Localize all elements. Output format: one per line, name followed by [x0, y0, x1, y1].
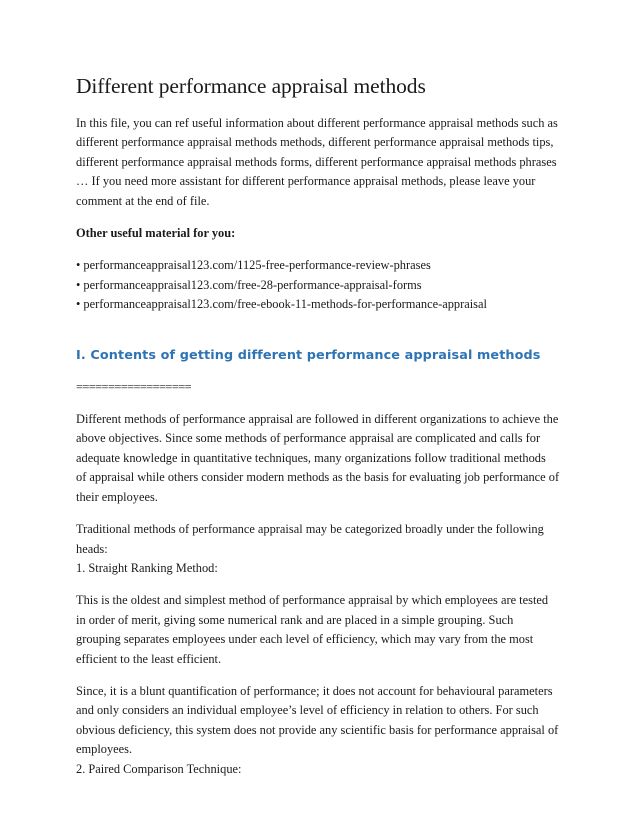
paragraph-line: above objectives. Since some methods of performance appraisal are complicated and calls for — [76, 431, 541, 446]
method-heading: 2. Paired Comparison Technique: — [76, 761, 242, 776]
useful-link-item[interactable]: • performanceappraisal123.com/free-28-performance-appraisal-forms — [76, 277, 422, 292]
intro-line: different performance appraisal methods forms, different performance appraisal methods phrases — [76, 154, 557, 169]
paragraph-line: and only considers an individual employee’s level of efficiency in relation to others. For such — [76, 703, 539, 718]
intro-line: comment at the end of file. — [76, 193, 210, 208]
paragraph-line: heads: — [76, 541, 108, 556]
paragraph-line: This is the oldest and simplest method of performance appraisal by which employees are tested — [76, 593, 549, 608]
paragraph-line: in order of merit, giving some numerical rank and are placed in a simple grouping. Such — [76, 612, 514, 627]
paragraph-line: Since, it is a blunt quantification of performance; it does not account for behavioural parameters — [76, 683, 553, 698]
document-title: Different performance appraisal methods — [76, 74, 426, 98]
useful-links-list — [76, 256, 566, 314]
paragraph-line: their employees. — [76, 489, 158, 504]
section-heading: I. Contents of getting different performance appraisal methods — [76, 347, 541, 363]
paragraph-line: efficient to the least efficient. — [76, 651, 222, 666]
paragraph-line: adequate knowledge in quantitative techniques, many organizations follow traditional methods — [76, 450, 546, 465]
paragraph-line: Different methods of performance appraisal are followed in different organizations to achieve the — [76, 412, 559, 427]
useful-link-item[interactable]: • performanceappraisal123.com/free-ebook-11-methods-for-performance-appraisal — [76, 297, 487, 312]
paragraph-line: obvious deficiency, this system does not provide any scientific basis for performance appraisal of — [76, 722, 559, 737]
paragraph-line: of appraisal while others consider modern methods as the basis for evaluating job performance of — [76, 470, 560, 485]
body-paragraph-traditional — [76, 520, 566, 578]
paragraph-line: grouping separates employees under each level of efficiency, which may vary from the most — [76, 632, 534, 647]
method-heading: 1. Straight Ranking Method: — [76, 560, 218, 575]
body-paragraph-methods — [76, 410, 566, 507]
intro-paragraph — [76, 114, 566, 211]
intro-line: In this file, you can ref useful information about different performance appraisal methods such as — [76, 116, 558, 130]
other-material-heading: Other useful material for you: — [76, 226, 236, 241]
intro-line: … If you need more assistant for different performance appraisal methods, please leave your — [76, 174, 536, 189]
paragraph-line: Traditional methods of performance appraisal may be categorized broadly under the following — [76, 522, 544, 537]
intro-line: different performance appraisal methods methods, different performance appraisal methods tips, — [76, 135, 554, 150]
body-paragraph-quantification — [76, 682, 566, 779]
body-paragraph-ranking — [76, 591, 566, 669]
useful-link-item[interactable]: • performanceappraisal123.com/1125-free-performance-review-phrases — [76, 258, 431, 273]
section-divider: ================== — [76, 379, 191, 394]
paragraph-line: employees. — [76, 742, 133, 757]
